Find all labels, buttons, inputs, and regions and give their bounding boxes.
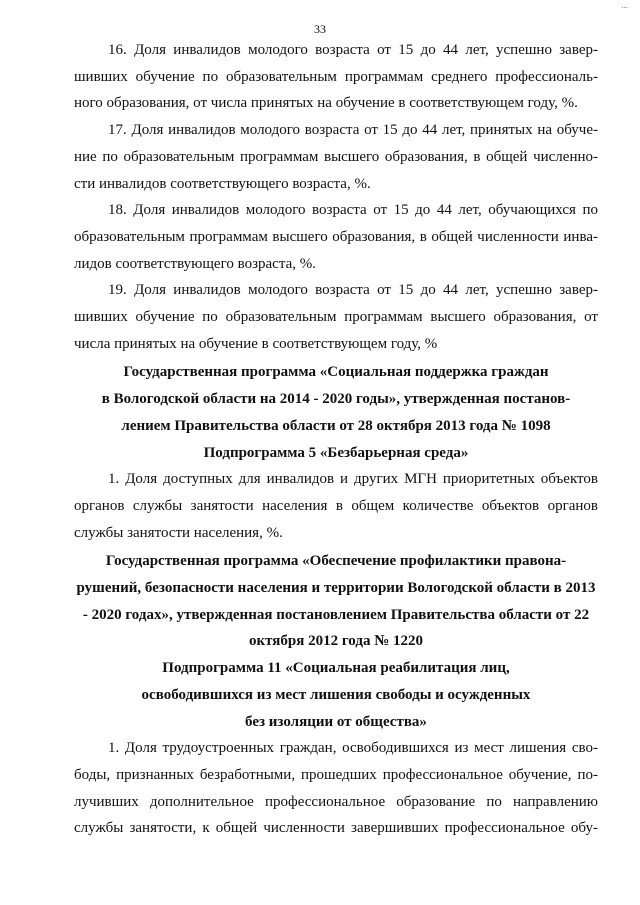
heading-line: октября 2012 года № 1220 xyxy=(248,633,424,650)
text-line: сти инвалидов соответствующего возраста, %. xyxy=(74,175,371,192)
paragraph-16 xyxy=(74,37,598,117)
paragraph-19 xyxy=(74,277,598,357)
text-line: 1. Доля трудоустроенных граждан, освободившихся из мест лишения сво- xyxy=(108,740,598,757)
text-line: 19. Доля инвалидов молодого возраста от 15 до 44 лет, успешно завер- xyxy=(108,282,598,299)
text-line: ние по образовательным программам высшего образования, в общей численно- xyxy=(74,148,598,165)
text-line: боды, признанных безработными, прошедших профессиональное обучение, по- xyxy=(74,766,598,783)
subprogram-title: освободившихся из мест лишения свободы и осужденных xyxy=(141,686,531,703)
section-heading-2 xyxy=(74,548,598,735)
text-line: службы занятости, к общей численности завершивших профессиональное обу- xyxy=(74,820,598,837)
section-heading-1 xyxy=(74,359,598,466)
heading-line: Государственная программа «Обеспечение профилактики правона- xyxy=(105,553,567,570)
text-line: числа принятых на обучение в соответствующем году, % xyxy=(74,335,438,352)
text-line: 16. Доля инвалидов молодого возраста от 15 до 44 лет, успешно завер- xyxy=(108,42,598,58)
subprogram-title: Подпрограмма 11 «Социальная реабилитация лиц, xyxy=(162,660,510,677)
document-body xyxy=(74,37,598,842)
heading-line: рушений, безопасности населения и территории Вологодской области в 2013 xyxy=(76,580,596,597)
corner-mark: ... xyxy=(621,0,628,10)
text-line: шивших обучение по образовательным программам среднего профессиональ- xyxy=(74,68,598,85)
heading-line: лением Правительства области от 28 октября 2013 года № 1098 xyxy=(121,417,551,434)
text-line: ного образования, от числа принятых на обучение в соответствующем году, %. xyxy=(74,95,578,112)
text-line: 18. Доля инвалидов молодого возраста от 15 до 44 лет, обучающихся по xyxy=(108,202,598,219)
text-line: 17. Доля инвалидов молодого возраста от 15 до 44 лет, принятых на обуче- xyxy=(108,122,598,139)
text-line: органов службы занятости населения в общем количестве объектов органов xyxy=(74,497,598,514)
page-number: 33 xyxy=(314,22,326,36)
heading-line: в Вологодской области на 2014 - 2020 годы», утвержденная постанов- xyxy=(101,391,571,408)
paragraph-17 xyxy=(74,117,598,197)
text-line: лидов соответствующего возраста, %. xyxy=(74,255,316,272)
heading-line: - 2020 годах», утвержденная постановлением Правительства области от 22 xyxy=(82,606,590,623)
heading-line: Государственная программа «Социальная поддержка граждан xyxy=(123,364,549,381)
paragraph-h1-1 xyxy=(74,466,598,546)
text-line: шивших обучение по образовательным программам высшего образования, от xyxy=(74,309,598,326)
text-line: 1. Доля доступных для инвалидов и других МГН приоритетных объектов xyxy=(108,471,598,488)
subprogram-title: без изоляции от общества» xyxy=(245,713,427,730)
paragraph-18 xyxy=(74,197,598,277)
text-line: службы занятости населения, %. xyxy=(74,524,283,541)
text-line: образовательным программам высшего образования, в общей численности инва- xyxy=(74,228,598,245)
paragraph-h2-1 xyxy=(74,735,598,842)
subprogram-title: Подпрограмма 5 «Безбарьерная среда» xyxy=(203,444,469,461)
text-line: лучивших дополнительное профессиональное образование по направлению xyxy=(74,793,598,810)
